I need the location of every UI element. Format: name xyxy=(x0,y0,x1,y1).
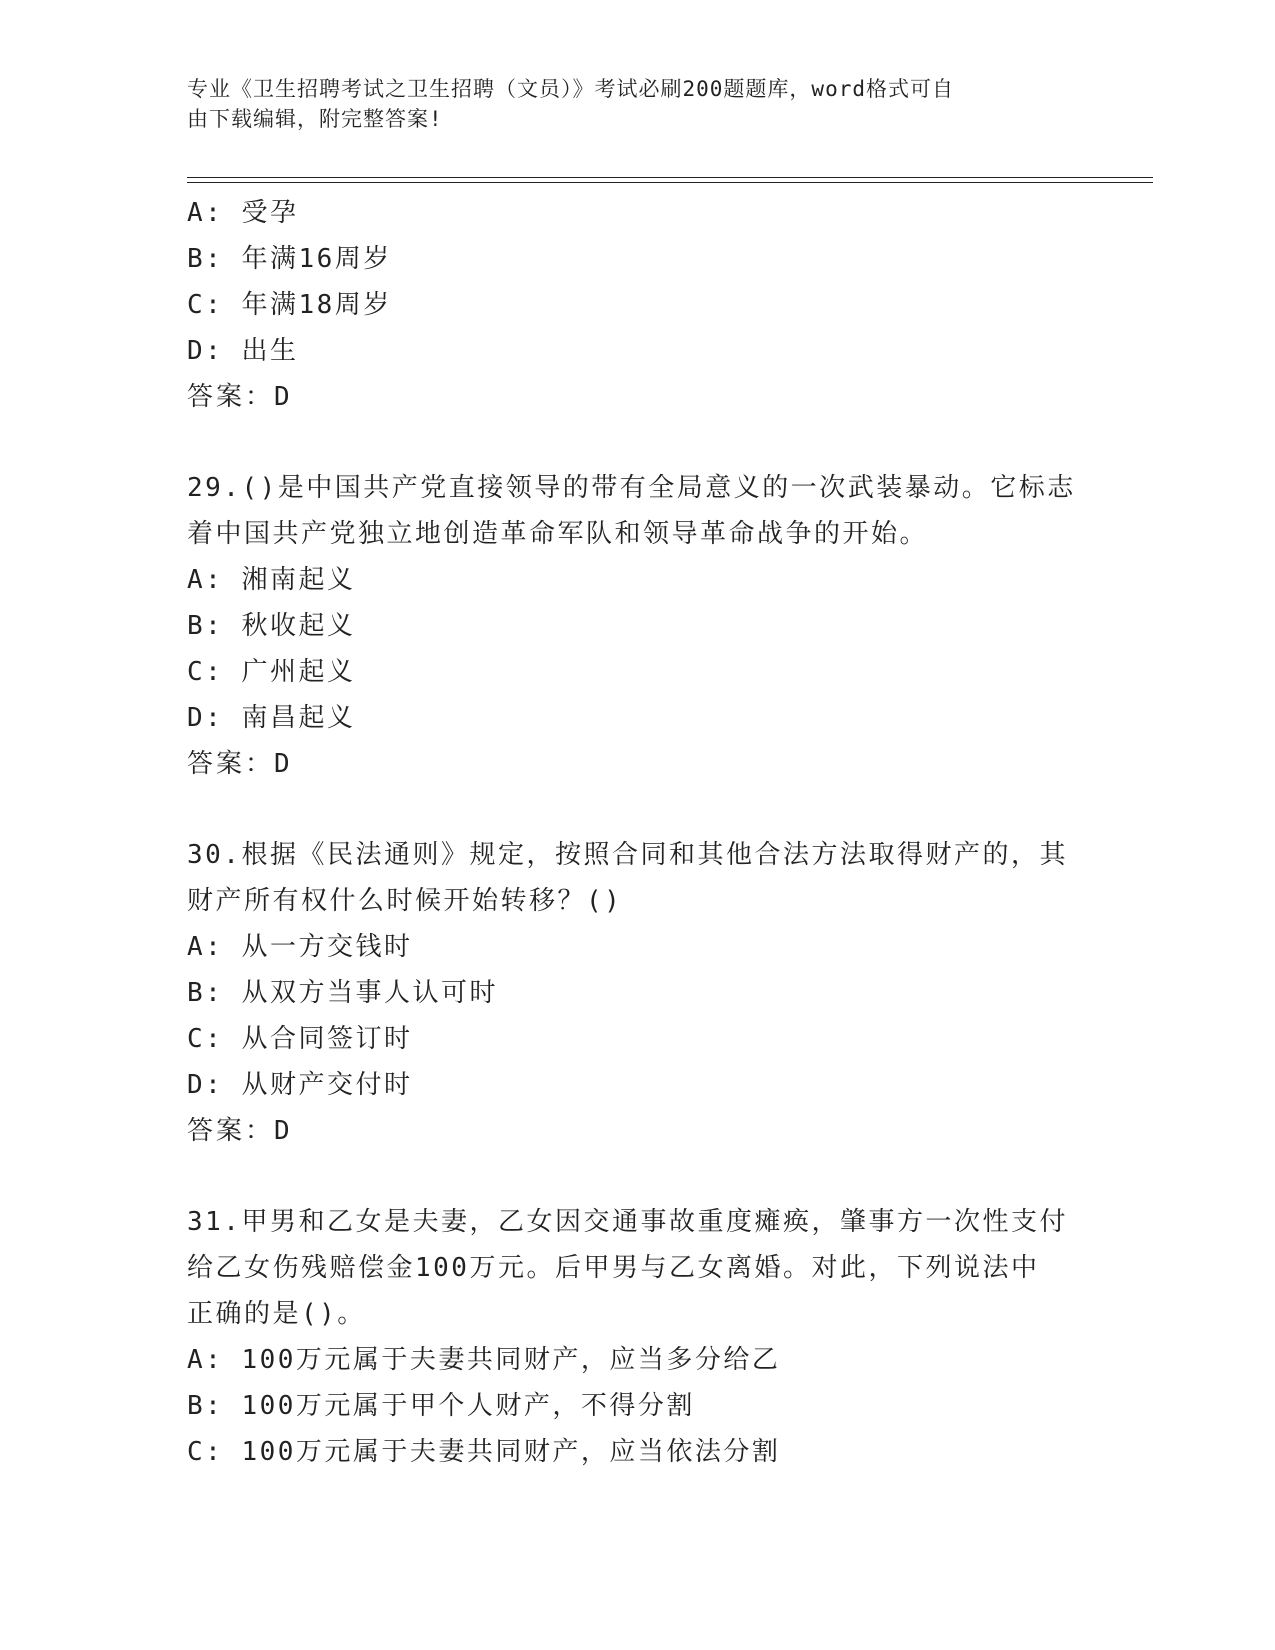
question-text-line-1: 30.根据《民法通则》规定，按照合同和其他合法方法取得财产的，其 xyxy=(187,840,1068,870)
option-b: B: 100万元属于甲个人财产，不得分割 xyxy=(187,1391,695,1421)
header-rule-top xyxy=(187,177,1153,178)
document-header xyxy=(187,74,1087,134)
option-b: B: 年满16周岁 xyxy=(187,244,392,274)
option-c: C: 从合同签订时 xyxy=(187,1024,413,1054)
block-spacer xyxy=(187,1154,1087,1199)
header-line-1: 专业《卫生招聘考试之卫生招聘（文员）》考试必刷200题题库，word格式可自 xyxy=(187,77,954,101)
answer-text: 答案：D xyxy=(187,749,293,779)
option-c: C: 年满18周岁 xyxy=(187,290,392,320)
question-text-line-1: 31.甲男和乙女是夫妻，乙女因交通事故重度瘫痪，肇事方一次性支付 xyxy=(187,1207,1068,1237)
question-list xyxy=(187,190,1087,1475)
option-c: C: 广州起义 xyxy=(187,657,356,687)
option-c: C: 100万元属于夫妻共同财产，应当依法分割 xyxy=(187,1437,781,1467)
question-block-31 xyxy=(187,1199,1087,1475)
option-b: B: 从双方当事人认可时 xyxy=(187,978,498,1008)
question-text-line-2: 财产所有权什么时候开始转移？() xyxy=(187,886,623,916)
block-spacer xyxy=(187,787,1087,832)
answer-text: 答案：D xyxy=(187,1116,293,1146)
option-a: A: 湘南起义 xyxy=(187,565,356,595)
option-d: D: 出生 xyxy=(187,336,299,366)
question-text-line-1: 29.()是中国共产党直接领导的带有全局意义的一次武装暴动。它标志 xyxy=(187,473,1076,503)
question-block-30 xyxy=(187,832,1087,1154)
question-text-line-2: 给乙女伤残赔偿金100万元。后甲男与乙女离婚。对此，下列说法中 xyxy=(187,1253,1040,1283)
block-spacer xyxy=(187,420,1087,465)
option-d: D: 南昌起义 xyxy=(187,703,356,733)
question-text-line-3: 正确的是()。 xyxy=(187,1299,366,1329)
option-d: D: 从财产交付时 xyxy=(187,1070,413,1100)
question-block-29 xyxy=(187,465,1087,787)
option-a: A: 从一方交钱时 xyxy=(187,932,413,962)
header-rule-bottom xyxy=(187,182,1153,183)
question-text-line-2: 着中国共产党独立地创造革命军队和领导革命战争的开始。 xyxy=(187,519,929,549)
option-a: A: 受孕 xyxy=(187,198,299,228)
option-a: A: 100万元属于夫妻共同财产，应当多分给乙 xyxy=(187,1345,781,1375)
header-line-2: 由下载编辑，附完整答案! xyxy=(187,107,443,131)
option-b: B: 秋收起义 xyxy=(187,611,356,641)
question-block-28 xyxy=(187,190,1087,420)
answer-text: 答案：D xyxy=(187,382,293,412)
